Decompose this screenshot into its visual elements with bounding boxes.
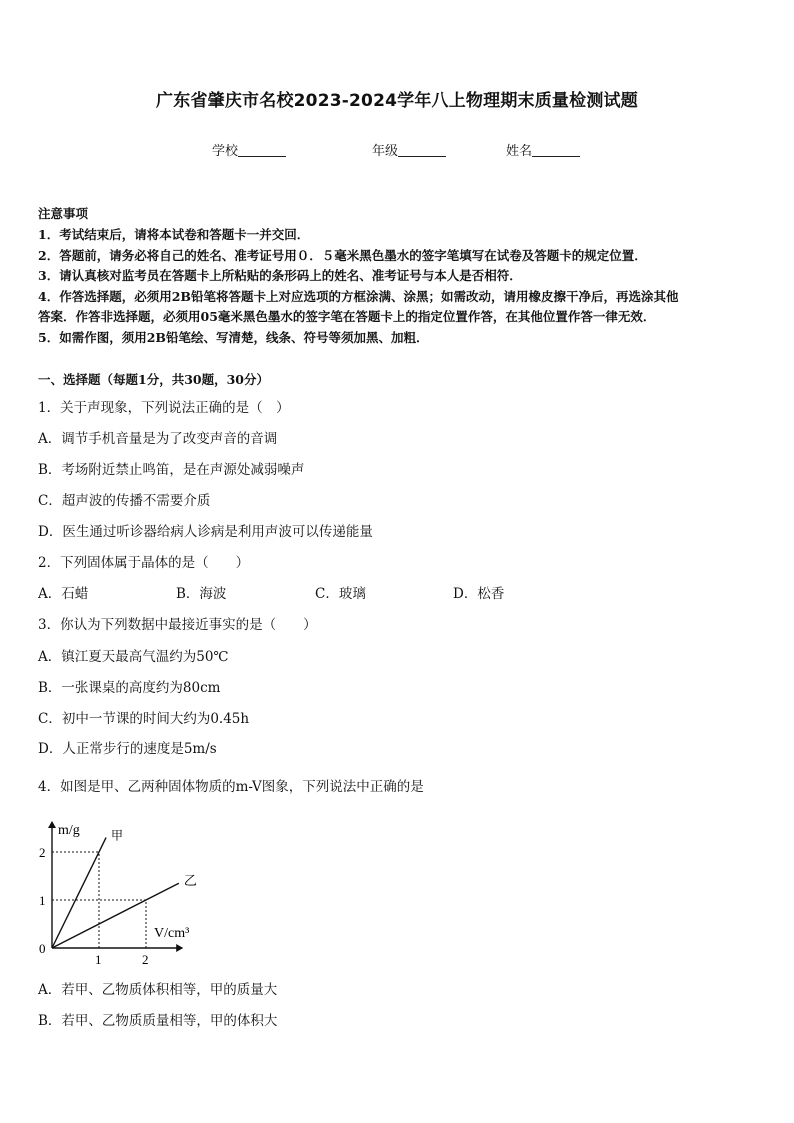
name-label: 姓名 bbox=[506, 144, 533, 159]
series-label-yi: 乙 bbox=[183, 873, 197, 889]
name-blank bbox=[532, 143, 580, 157]
x-tick-label: 2 bbox=[142, 952, 149, 967]
series-line-jia bbox=[52, 838, 106, 948]
notice-item: 4．作答选择题，必须用2B铅笔将答题卡上对应选项的方框涂满、涂黑；如需改动，请用橡皮擦干净后，再选涂其他 bbox=[38, 289, 679, 304]
notice-item: 2．答题前，请务必将自己的姓名、准考证号用０．５毫米黑色墨水的签字笔填写在试卷及答题卡的规定位置． bbox=[38, 248, 647, 263]
question-2-option-a: A．石蜡 bbox=[38, 586, 89, 602]
question-1-option-a: A．调节手机音量是为了改变声音的音调 bbox=[38, 431, 278, 447]
name-field bbox=[506, 140, 580, 159]
grade-field bbox=[372, 140, 446, 159]
notice-heading: 注意事项 bbox=[38, 206, 89, 221]
question-2-option-d: D．松香 bbox=[453, 586, 505, 602]
question-2-option-c: C．玻璃 bbox=[315, 586, 366, 602]
question-2-stem: 2．下列固体属于晶体的是（ ） bbox=[38, 555, 250, 571]
y-tick-label: 1 bbox=[39, 893, 46, 908]
question-3-option-c: C．初中一节课的时间大约为0.45h bbox=[38, 711, 250, 727]
origin-label: 0 bbox=[39, 941, 46, 956]
section-heading: 一、选择题（每题1分，共30题，30分） bbox=[38, 372, 269, 387]
question-4-stem: 4．如图是甲、乙两种固体物质的m-V图象，下列说法中正确的是 bbox=[38, 779, 424, 795]
series-label-jia: 甲 bbox=[111, 828, 124, 843]
question-4-option-a: A．若甲、乙物质体积相等，甲的质量大 bbox=[38, 982, 278, 998]
question-1-option-c: C．超声波的传播不需要介质 bbox=[38, 493, 211, 509]
x-tick-label: 1 bbox=[95, 952, 102, 967]
page-title: 广东省肇庆市名校2023-2024学年八上物理期末质量检测试题 bbox=[156, 91, 638, 111]
x-axis-label: V/cm³ bbox=[154, 926, 190, 941]
m-v-graph bbox=[36, 812, 226, 972]
question-2-option-b: B．海波 bbox=[176, 586, 227, 602]
question-1-option-b: B．考场附近禁止鸣笛，是在声源处减弱噪声 bbox=[38, 462, 305, 478]
question-3-stem: 3．你认为下列数据中最接近事实的是（ ） bbox=[38, 617, 317, 633]
school-label: 学校 bbox=[212, 144, 239, 159]
y-tick-label: 2 bbox=[39, 845, 46, 860]
y-axis-label: m/g bbox=[58, 823, 80, 838]
grade-label: 年级 bbox=[372, 144, 399, 159]
school-field bbox=[212, 140, 286, 159]
notice-item: 答案．作答非选择题，必须用05毫米黑色墨水的签字笔在答题卡上的指定位置作答，在其他位置作答一律无效． bbox=[38, 309, 656, 324]
notice-item: 5．如需作图，须用2B铅笔绘、写清楚，线条、符号等须加黑、加粗． bbox=[38, 330, 429, 345]
question-3-option-a: A．镇江夏天最高气温约为50℃ bbox=[38, 649, 229, 665]
grade-blank bbox=[398, 143, 446, 157]
question-3-option-b: B．一张课桌的高度约为80cm bbox=[38, 680, 221, 696]
question-1-option-d: D．医生通过听诊器给病人诊病是利用声波可以传递能量 bbox=[38, 524, 373, 540]
question-4-option-b: B．若甲、乙物质质量相等，甲的体积大 bbox=[38, 1013, 278, 1029]
question-2-options bbox=[38, 582, 758, 602]
school-blank bbox=[238, 143, 286, 157]
notice-item: 1．考试结束后，请将本试卷和答题卡一并交回． bbox=[38, 227, 310, 242]
question-1-stem: 1．关于声现象，下列说法正确的是（ ） bbox=[38, 400, 290, 416]
notice-item: 3．请认真核对监考员在答题卡上所粘贴的条形码上的姓名、准考证号与本人是否相符． bbox=[38, 268, 522, 283]
question-3-option-d: D．人正常步行的速度是5m/s bbox=[38, 741, 217, 757]
